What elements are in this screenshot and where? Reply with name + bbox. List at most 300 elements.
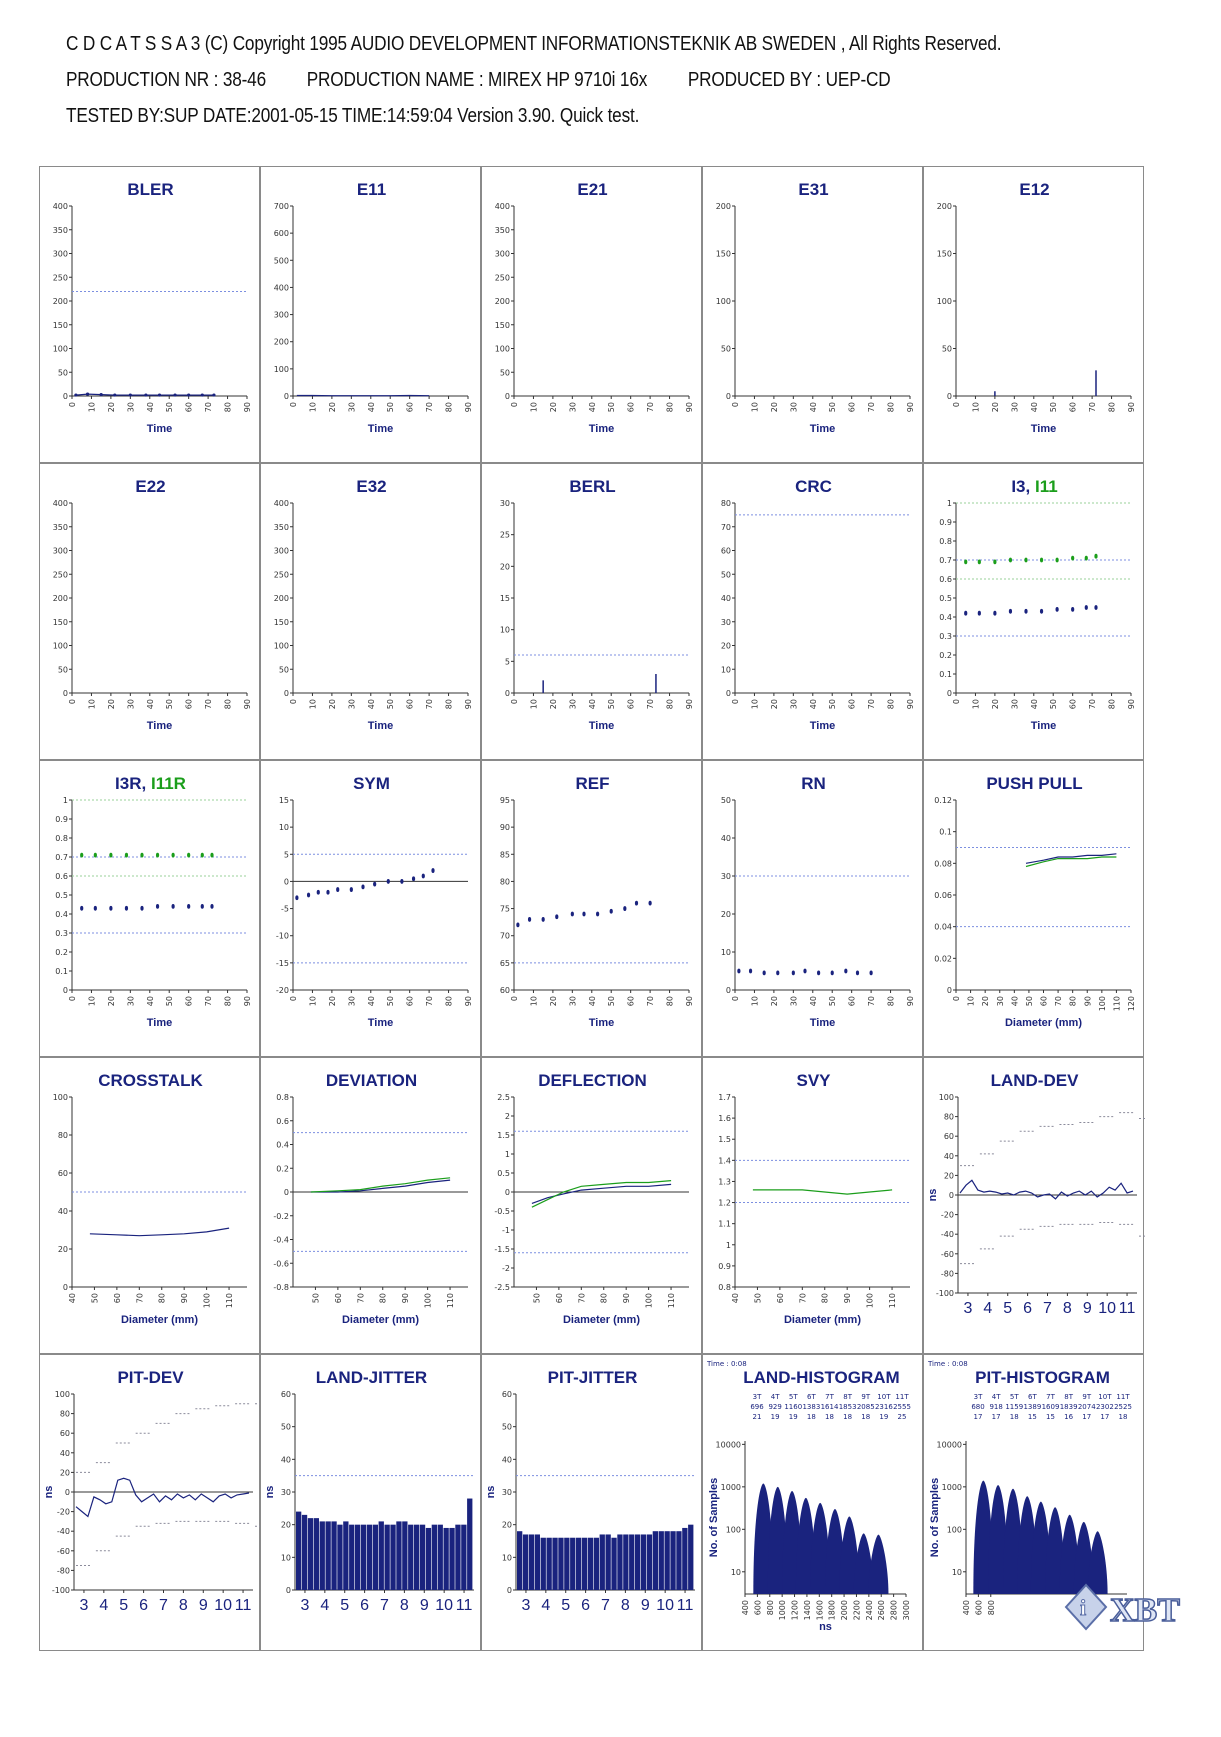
chart-i3 [924, 464, 1145, 761]
peak-value: 2555 [893, 1403, 911, 1411]
chart-e22 [40, 464, 261, 761]
x-tick-label: 6 [360, 1597, 370, 1614]
jitter-bar [320, 1521, 325, 1590]
y-tick-label: 0.08 [934, 859, 952, 869]
y-axis-label: ns [264, 1485, 276, 1499]
x-tick-label: 40 [68, 1293, 77, 1304]
jitter-bar [670, 1531, 675, 1590]
x-tick-label: 7 [601, 1597, 610, 1614]
x-tick-label: 1200 [790, 1600, 800, 1621]
jitter-bar [517, 1531, 522, 1590]
y-tick-label: 100 [54, 1390, 70, 1399]
data-point [1094, 605, 1097, 610]
x-tick-label: 50 [532, 1293, 542, 1304]
x-tick-label: 50 [1024, 996, 1034, 1007]
data-point [187, 393, 190, 396]
y-tick-label: 0.2 [55, 948, 68, 957]
y-tick-label: 1.2 [718, 1198, 731, 1208]
x-tick-label: 90 [843, 1293, 853, 1304]
jitter-bar [564, 1538, 569, 1590]
y-tick-label: 10 [720, 665, 731, 675]
x-tick-label: 1000 [778, 1600, 788, 1621]
x-tick-label: 30 [126, 996, 136, 1007]
chart-panel-pitjitter [481, 1354, 702, 1651]
x-tick-label: 4 [541, 1597, 551, 1614]
jitter-bar [635, 1534, 640, 1590]
y-axis-label: No. of Samples [929, 1477, 941, 1558]
chart-crc [703, 464, 924, 761]
y-tick-label: 100 [936, 297, 952, 306]
y-tick-label: 0.5 [55, 891, 68, 900]
y-tick-label: 1.7 [718, 1093, 731, 1102]
x-tick-label: 2600 [877, 1600, 887, 1621]
jitter-bar [314, 1518, 319, 1590]
x-axis-label: Time [146, 423, 173, 435]
chart-panel-landhist [702, 1354, 923, 1651]
y-tick-label: 70 [499, 931, 510, 941]
title-main: I3R [115, 774, 142, 793]
title-main: SVY [796, 1071, 831, 1090]
y-tick-label: 0.8 [55, 834, 68, 843]
x-tick-label: 80 [820, 1293, 830, 1304]
x-tick-label: 90 [685, 996, 694, 1007]
jitter-bar [682, 1528, 687, 1590]
x-tick-label: 40 [366, 996, 376, 1007]
title-main: PIT-HISTOGRAM [975, 1368, 1110, 1387]
data-point [156, 853, 159, 858]
data-point [978, 611, 981, 616]
y-tick-label: 0 [283, 689, 289, 698]
chart-title [975, 1368, 1110, 1387]
peak-count: 21 [752, 1413, 762, 1421]
jitter-bar [665, 1531, 670, 1590]
x-axis-label: Time [588, 720, 615, 732]
x-tick-label: 600 [753, 1600, 763, 1616]
production-line [66, 62, 1012, 98]
chart-title [801, 774, 826, 793]
x-tick-label: 20 [548, 402, 558, 413]
jitter-bar [623, 1534, 628, 1590]
data-point [422, 874, 425, 879]
y-tick-label: 0 [506, 1586, 512, 1595]
chart-landhist [703, 1355, 924, 1652]
data-point [635, 901, 638, 906]
y-tick-label: 50 [278, 665, 289, 675]
x-axis-label: Time [367, 423, 394, 435]
y-tick-label: -40 [56, 1527, 70, 1537]
data-point [516, 922, 519, 927]
chart-title [743, 1368, 899, 1387]
data-point [125, 906, 128, 911]
y-tick-label: 100 [946, 1525, 962, 1535]
title-main: SYM [353, 774, 390, 793]
x-tick-label: 30 [126, 402, 136, 413]
y-axis-label: No. of Samples [708, 1477, 720, 1558]
x-tick-label: 70 [867, 996, 877, 1007]
y-tick-label: 50 [720, 796, 731, 805]
data-point [528, 917, 531, 922]
y-tick-label: 15 [278, 796, 289, 805]
x-axis-label: Diameter (mm) [120, 1314, 199, 1326]
x-tick-label: 0 [731, 402, 740, 408]
x-tick-label: 2000 [840, 1600, 850, 1621]
x-tick-label: 5 [119, 1597, 129, 1614]
y-tick-label: 0.9 [939, 518, 952, 527]
jitter-bar [343, 1521, 348, 1590]
x-tick-label: 60 [626, 996, 636, 1007]
y-tick-label: -2.5 [494, 1283, 510, 1292]
x-tick-label: 9 [1082, 1300, 1092, 1317]
y-tick-label: 50 [501, 1422, 512, 1432]
y-tick-label: 0.2 [276, 1164, 289, 1174]
y-tick-label: 1.1 [718, 1219, 731, 1229]
jitter-bar [523, 1534, 528, 1590]
y-tick-label: 300 [52, 546, 68, 556]
data-point [844, 969, 847, 974]
y-tick-label: 0.6 [55, 872, 68, 881]
title-main: RN [801, 774, 826, 793]
x-tick-label: 10 [529, 996, 539, 1007]
series-line [311, 1178, 450, 1192]
y-tick-label: 15 [499, 594, 510, 603]
y-tick-label: 400 [273, 499, 289, 508]
y-tick-label: -0.2 [273, 1211, 289, 1221]
x-tick-label: 70 [867, 699, 877, 710]
y-tick-label: 50 [720, 570, 731, 580]
y-tick-label: 80 [499, 877, 510, 887]
x-axis-label: Time [1030, 423, 1057, 435]
y-tick-label: 30 [280, 1488, 291, 1497]
y-tick-label: 30 [499, 499, 510, 508]
x-tick-label: 20 [106, 402, 116, 413]
x-tick-label: 50 [90, 1293, 100, 1304]
data-point [964, 611, 967, 616]
title-main: I3 [1011, 477, 1026, 496]
x-tick-label: 40 [1010, 996, 1020, 1007]
y-tick-label: 350 [52, 225, 68, 235]
x-tick-label: 0 [289, 699, 298, 705]
x-tick-label: 70 [204, 699, 214, 710]
x-tick-label: 11 [1118, 1300, 1136, 1317]
y-tick-label: 1.6 [718, 1114, 731, 1124]
x-tick-label: 110 [888, 1293, 898, 1309]
y-tick-label: 0.5 [939, 594, 952, 603]
data-point [870, 971, 873, 976]
data-point [1024, 609, 1027, 614]
title-secondary: I11 [1034, 477, 1058, 496]
chart-panel-e32 [260, 463, 481, 760]
data-point [623, 906, 626, 911]
data-point [140, 853, 143, 858]
y-tick-label: 0 [948, 1191, 954, 1200]
peak-value: 1160 [784, 1403, 803, 1411]
chart-title [1019, 180, 1049, 199]
x-tick-label: 4 [99, 1597, 109, 1614]
data-point [140, 906, 143, 911]
jitter-bar [349, 1525, 354, 1590]
x-tick-label: 30 [789, 699, 799, 710]
chart-title [569, 477, 615, 496]
report-header [66, 26, 1012, 134]
x-tick-label: 20 [769, 402, 779, 413]
jitter-bar [576, 1538, 581, 1590]
y-tick-label: -5 [281, 904, 289, 914]
x-tick-label: 10 [1098, 1300, 1117, 1317]
data-point [125, 853, 128, 858]
chart-e12 [924, 167, 1145, 464]
x-tick-label: 60 [554, 1293, 564, 1304]
x-tick-label: 400 [741, 1600, 750, 1616]
x-tick-label: 10 [529, 699, 539, 710]
x-tick-label: 70 [646, 402, 656, 413]
x-tick-label: 70 [204, 402, 214, 413]
data-point [1056, 607, 1059, 612]
x-tick-label: 60 [112, 1293, 122, 1304]
y-tick-label: 0 [283, 1188, 289, 1197]
y-tick-label: 100 [273, 364, 289, 374]
title-main: E21 [577, 180, 608, 199]
y-tick-label: 1.3 [718, 1177, 731, 1187]
y-tick-label: 50 [499, 368, 510, 378]
y-tick-label: 10 [278, 823, 289, 833]
x-tick-label: 9 [198, 1597, 208, 1614]
y-tick-label: 0 [64, 1488, 70, 1497]
y-tick-label: 0 [725, 986, 731, 995]
x-tick-label: 110 [1112, 996, 1122, 1012]
x-tick-label: 90 [243, 996, 252, 1007]
y-tick-label: 50 [720, 344, 731, 354]
data-point [201, 904, 204, 909]
jitter-bar [438, 1525, 443, 1590]
y-tick-label: 150 [52, 617, 68, 627]
series-line [90, 1228, 229, 1236]
chart-deviation [261, 1058, 482, 1355]
y-tick-label: 30 [720, 617, 731, 627]
y-tick-label: 20 [720, 641, 731, 651]
x-tick-label: 10 [214, 1597, 233, 1614]
x-tick-label: 90 [401, 1293, 411, 1304]
series-line [1026, 857, 1116, 867]
peak-label: 8T [843, 1393, 852, 1401]
y-tick-label: 2.5 [497, 1093, 510, 1102]
x-tick-label: 70 [204, 996, 214, 1007]
chart-crosstalk [40, 1058, 261, 1355]
y-tick-label: 40 [501, 1455, 512, 1465]
y-tick-label: 95 [499, 796, 510, 805]
x-tick-label: 30 [126, 699, 136, 710]
chart-title [98, 1071, 203, 1090]
peak-count: 18 [843, 1413, 853, 1421]
y-axis-label: ns [927, 1188, 939, 1202]
title-main: PUSH PULL [986, 774, 1083, 793]
x-tick-label: 80 [665, 402, 675, 413]
data-point [109, 906, 112, 911]
y-tick-label: 0 [504, 689, 510, 698]
copyright-line: C D C A T S S A 3 (C) Copyright 1995 AUDIO DEVELOPMENT INFORMATIONSTEKNIK AB SWEDEN , All Rights Reserved. [66, 33, 1002, 55]
x-tick-label: 9 [640, 1597, 650, 1614]
y-tick-label: -80 [940, 1269, 954, 1279]
data-point [336, 887, 339, 892]
x-tick-label: 100 [202, 1293, 212, 1309]
title-main: DEFLECTION [538, 1071, 647, 1090]
y-tick-label: 100 [52, 641, 68, 651]
y-tick-label: 0 [283, 877, 289, 887]
title-main: BERL [569, 477, 616, 496]
title-main: LAND-JITTER [315, 1368, 428, 1387]
x-tick-label: 90 [1127, 699, 1136, 710]
y-tick-label: 0.7 [55, 853, 68, 862]
jitter-bar [594, 1538, 599, 1590]
x-tick-label: 90 [464, 699, 473, 710]
x-tick-label: 40 [145, 402, 155, 413]
y-tick-label: 50 [280, 1422, 291, 1432]
jitter-bar [308, 1518, 313, 1590]
x-tick-label: 800 [986, 1600, 996, 1616]
x-tick-label: 10 [308, 996, 318, 1007]
peak-value: 2074 [1077, 1403, 1096, 1411]
data-point [542, 917, 545, 922]
chart-ref [482, 761, 703, 1058]
x-tick-label: 70 [577, 1293, 587, 1304]
data-point [295, 895, 298, 900]
peak-count: 17 [1082, 1413, 1092, 1421]
y-tick-label: 10000 [715, 1440, 741, 1450]
y-tick-label: -60 [56, 1546, 70, 1556]
jitter-bar [402, 1521, 407, 1590]
chart-panel-ref [481, 760, 702, 1057]
data-point [1085, 556, 1088, 561]
jitter-bar [449, 1528, 454, 1590]
data-point [817, 971, 820, 976]
x-tick-label: 20 [990, 402, 1000, 413]
x-tick-label: 80 [1107, 402, 1117, 413]
x-tick-label: 80 [886, 699, 896, 710]
x-axis-label: Time [146, 1017, 173, 1029]
y-tick-label: 200 [936, 202, 952, 211]
x-tick-label: 20 [990, 699, 1000, 710]
y-tick-label: 0.2 [939, 651, 952, 660]
chart-title [577, 180, 607, 199]
peak-label: 7T [1046, 1393, 1055, 1401]
data-point [431, 868, 434, 873]
x-tick-label: 110 [667, 1293, 677, 1309]
peak-value: 696 [750, 1403, 764, 1411]
x-tick-label: 3000 [902, 1600, 911, 1621]
y-tick-label: 100 [494, 344, 510, 354]
chart-sym [261, 761, 482, 1058]
x-tick-label: 70 [425, 996, 435, 1007]
data-point [80, 853, 83, 858]
y-tick-label: 350 [494, 225, 510, 235]
x-tick-label: 10 [87, 402, 97, 413]
y-tick-label: 2 [504, 1112, 510, 1121]
y-tick-label: -0.8 [273, 1283, 289, 1292]
x-tick-label: 60 [333, 1293, 343, 1304]
x-tick-label: 30 [789, 996, 799, 1007]
x-tick-label: 9 [419, 1597, 429, 1614]
x-tick-label: 30 [568, 402, 578, 413]
x-tick-label: 20 [769, 996, 779, 1007]
x-tick-label: 5 [340, 1597, 350, 1614]
x-tick-label: 20 [327, 996, 337, 1007]
y-tick-label: 1000 [941, 1482, 962, 1492]
chart-title [353, 774, 390, 793]
data-point [582, 912, 585, 917]
chart-panel-e22 [39, 463, 260, 760]
jitter-bar [331, 1521, 336, 1590]
y-tick-label: 400 [52, 499, 68, 508]
title-main: PIT-DEV [117, 1368, 184, 1387]
x-tick-label: 5 [561, 1597, 571, 1614]
x-tick-label: 90 [243, 402, 252, 413]
x-tick-label: 50 [828, 402, 838, 413]
chart-panel-e21 [481, 166, 702, 463]
x-tick-label: 30 [995, 996, 1005, 1007]
y-tick-label: 50 [57, 368, 68, 378]
jitter-bar [582, 1538, 587, 1590]
y-tick-label: 85 [499, 850, 510, 860]
y-tick-label: 400 [494, 202, 510, 211]
y-tick-label: 40 [720, 594, 731, 603]
y-axis-label: ns [43, 1485, 55, 1499]
jitter-bar [426, 1528, 431, 1590]
peak-label: 9T [861, 1393, 871, 1401]
title-main: E11 [356, 180, 387, 199]
x-tick-label: 70 [1088, 402, 1098, 413]
x-tick-label: 120 [1127, 996, 1136, 1012]
x-tick-label: 90 [243, 699, 252, 710]
peak-label: 3T [973, 1393, 983, 1401]
x-tick-label: 50 [1049, 699, 1059, 710]
x-tick-label: 100 [644, 1293, 654, 1309]
x-tick-label: 11 [455, 1597, 473, 1614]
x-tick-label: 60 [775, 1293, 785, 1304]
y-tick-label: 0.6 [939, 575, 952, 584]
x-tick-label: 50 [828, 996, 838, 1007]
jitter-bar [296, 1512, 301, 1590]
title-main: E32 [356, 477, 387, 496]
y-tick-label: 500 [273, 256, 289, 266]
x-tick-label: 10 [971, 699, 981, 710]
x-tick-label: 60 [847, 996, 857, 1007]
x-tick-label: 40 [366, 699, 376, 710]
jitter-bar [688, 1525, 693, 1590]
chart-title [991, 1071, 1079, 1090]
y-tick-label: 0 [725, 392, 731, 401]
xbt-logo [1058, 1577, 1208, 1637]
produced-by: PRODUCED BY : UEP-CD [687, 69, 891, 91]
x-tick-label: 2200 [852, 1600, 862, 1621]
x-tick-label: 8 [399, 1597, 409, 1614]
peak-count: 19 [770, 1413, 780, 1421]
peak-value: 1839 [1059, 1403, 1078, 1411]
y-tick-label: 0.9 [718, 1261, 731, 1271]
x-tick-label: 60 [1068, 402, 1078, 413]
data-point [596, 912, 599, 917]
x-tick-label: 110 [225, 1293, 235, 1309]
x-tick-label: 40 [587, 996, 597, 1007]
x-tick-label: 90 [1127, 402, 1136, 413]
y-tick-label: 100 [725, 1525, 741, 1535]
x-tick-label: 90 [906, 699, 915, 710]
peak-label: 10T [1098, 1393, 1112, 1401]
x-tick-label: 3 [963, 1300, 973, 1317]
x-tick-label: 30 [347, 996, 357, 1007]
logo-text: XBT [1110, 1592, 1180, 1629]
x-axis-label: ns [819, 1621, 832, 1633]
x-tick-label: 60 [405, 699, 415, 710]
y-tick-label: 60 [57, 1169, 68, 1178]
